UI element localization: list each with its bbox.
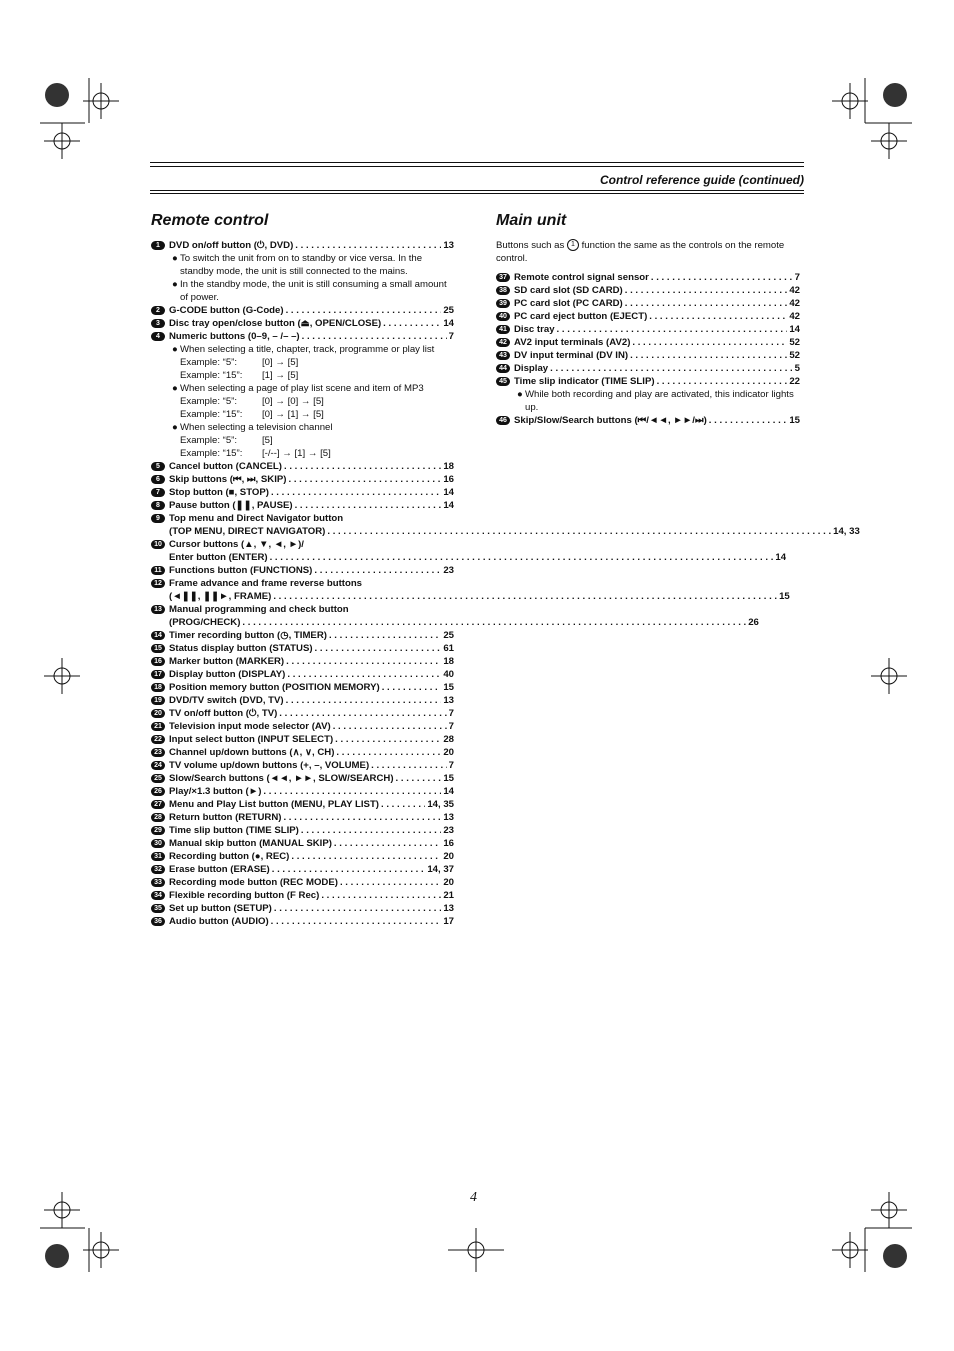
item-label: SD card slot (SD CARD): [514, 285, 623, 296]
list-item: [151, 759, 454, 772]
list-item: [496, 414, 800, 427]
item-page: 15: [443, 773, 454, 784]
item-number: 5: [151, 462, 165, 471]
list-item: [151, 707, 454, 720]
item-label-line: Manual programming and check button: [169, 604, 349, 615]
section-title: Main unit: [496, 212, 567, 229]
item-number: 14: [151, 631, 165, 640]
item-label: Numeric buttons (0–9, – /– –): [169, 331, 300, 342]
example-row: Example: “5”: [0] → [0] → [5]: [180, 396, 324, 407]
item-label: Recording mode button (REC MODE): [169, 877, 338, 888]
item-label: Marker button (MARKER): [169, 656, 285, 667]
item-number: 44: [496, 364, 510, 373]
item-number: 42: [496, 338, 510, 347]
item-page: 14: [443, 786, 454, 797]
item-number: 29: [151, 826, 165, 835]
item-number: 32: [151, 865, 165, 874]
item-number: 4: [151, 332, 165, 341]
header-rule: [150, 166, 804, 167]
note: ● When selecting a title, chapter, track, programme or play list: [172, 344, 435, 355]
item-number: 13: [151, 605, 165, 614]
example-row: Example: “5”: [5]: [180, 435, 273, 446]
list-item: [151, 486, 454, 499]
item-number: 38: [496, 286, 510, 295]
item-page: 20: [443, 851, 454, 862]
list-item: [151, 837, 454, 850]
item-page: 13: [443, 240, 454, 251]
list-item: [496, 271, 800, 284]
item-page: 17: [443, 916, 454, 927]
item-label: Audio button (AUDIO): [169, 916, 269, 927]
item-page: 26: [748, 617, 759, 628]
item-number: 8: [151, 501, 165, 510]
list-item: [151, 512, 860, 538]
section-title: Remote control: [151, 212, 269, 229]
item-number: 3: [151, 319, 165, 328]
item-page: 16: [443, 838, 454, 849]
item-page: 40: [443, 669, 454, 680]
item-number: 31: [151, 852, 165, 861]
item-label: Enter button (ENTER): [169, 552, 268, 563]
item-label-line: Cursor buttons (▲, ▼, ◄, ►)/: [169, 539, 304, 550]
item-page: 20: [443, 747, 454, 758]
item-number: 36: [151, 917, 165, 926]
item-label: Time slip indicator (TIME SLIP): [514, 376, 655, 387]
item-label: Stop button (■, STOP): [169, 487, 269, 498]
item-page: 13: [443, 903, 454, 914]
list-item: [151, 876, 454, 889]
item-number: 37: [496, 273, 510, 282]
item-label: (TOP MENU, DIRECT NAVIGATOR): [169, 526, 326, 537]
item-label: Pause button (❚❚, PAUSE): [169, 500, 293, 511]
item-number: 34: [151, 891, 165, 900]
item-number: 24: [151, 761, 165, 770]
item-label: Play/×1.3 button (►): [169, 786, 262, 797]
item-number: 41: [496, 325, 510, 334]
item-number: 39: [496, 299, 510, 308]
item-label: Slow/Search buttons (◄◄, ►►, SLOW/SEARCH): [169, 773, 394, 784]
list-item: [151, 772, 454, 785]
list-item: [151, 915, 454, 928]
note: ● To switch the unit from on to standby or vice versa. In the standby mode, the unit is still connected to the mains.: [172, 253, 423, 277]
item-label: Time slip button (TIME SLIP): [169, 825, 299, 836]
item-page: 14: [775, 552, 787, 563]
item-number: 2: [151, 306, 165, 315]
item-page: 7: [448, 721, 454, 732]
item-label: Display button (DISPLAY): [169, 669, 286, 680]
header-rule: [150, 193, 804, 194]
item-page: 18: [443, 656, 454, 667]
item-label: DVD/TV switch (DVD, TV): [169, 695, 284, 706]
list-item: [496, 323, 800, 336]
example-row: Example: “15”: [1] → [5]: [180, 370, 299, 381]
item-page: 13: [443, 812, 454, 823]
list-item: [496, 362, 800, 375]
item-page: 14, 35: [427, 799, 454, 810]
item-label: Timer recording button (◷, TIMER): [169, 630, 327, 641]
item-label: TV volume up/down buttons (+, –, VOLUME): [169, 760, 370, 771]
item-page: 13: [443, 695, 454, 706]
list-item: [151, 889, 454, 902]
item-label: Flexible recording button (F Rec): [169, 890, 320, 901]
item-page: 42: [789, 298, 800, 309]
list-item: [151, 629, 454, 642]
item-number: 7: [151, 488, 165, 497]
item-number: 35: [151, 904, 165, 913]
item-page: 7: [794, 272, 800, 283]
note: ● When selecting a television channel: [172, 422, 333, 433]
item-number: 26: [151, 787, 165, 796]
list-item: [496, 349, 800, 362]
item-page: 7: [448, 708, 454, 719]
item-label: TV on/off button (⏻, TV): [169, 708, 278, 719]
list-item: [151, 460, 454, 473]
item-number: 9: [151, 514, 165, 523]
note: ● When selecting a page of play list scene and item of MP3: [172, 383, 424, 394]
item-number: 45: [496, 377, 510, 386]
main-unit-column: [496, 212, 800, 427]
item-page: 52: [789, 337, 800, 348]
item-number: 46: [496, 416, 510, 425]
item-number: 25: [151, 774, 165, 783]
item-page: 14: [443, 318, 454, 329]
item-page: 14, 37: [427, 864, 454, 875]
item-number: 40: [496, 312, 510, 321]
list-item: [151, 668, 454, 681]
item-number: 23: [151, 748, 165, 757]
item-label: Cancel button (CANCEL): [169, 461, 282, 472]
item-label-line: Frame advance and frame reverse buttons: [169, 578, 363, 589]
item-number: 16: [151, 657, 165, 666]
list-item: [151, 798, 454, 811]
item-number: 21: [151, 722, 165, 731]
item-page: 42: [789, 311, 800, 322]
list-item: [496, 336, 800, 349]
list-item: [496, 375, 800, 388]
list-item: [496, 310, 800, 323]
list-item: [151, 603, 759, 629]
list-item: [151, 824, 454, 837]
item-number: 17: [151, 670, 165, 679]
list-item: [151, 304, 454, 317]
list-item: [151, 473, 454, 486]
list-item: [151, 239, 454, 252]
item-number: 12: [151, 579, 165, 588]
main-unit-list: [496, 271, 800, 427]
list-item: [151, 317, 454, 330]
item-label: Menu and Play List button (MENU, PLAY LIST): [169, 799, 380, 810]
item-label: Set up button (SETUP): [169, 903, 272, 914]
list-item: [151, 746, 454, 759]
item-page: 25: [443, 305, 454, 316]
item-page: 23: [443, 565, 454, 576]
item-label: G-CODE button (G-Code): [169, 305, 284, 316]
item-number: 1: [151, 241, 165, 250]
item-label: Return button (RETURN): [169, 812, 282, 823]
list-item: [151, 785, 454, 798]
item-page: 20: [443, 877, 454, 888]
item-label: (◄❚❚, ❚❚►, FRAME): [169, 591, 272, 602]
item-label: Skip buttons (⏮, ⏭, SKIP): [169, 474, 287, 485]
item-number: 33: [151, 878, 165, 887]
item-label: Channel up/down buttons (∧, ∨, CH): [169, 747, 335, 758]
item-page: 16: [443, 474, 454, 485]
item-page: 22: [789, 376, 800, 387]
item-page: 52: [789, 350, 800, 361]
note: ● While both recording and play are activated, this indicator lights up.: [517, 389, 794, 413]
list-item: [496, 297, 800, 310]
item-label: DV input terminal (DV IN): [514, 350, 629, 361]
item-page: 14: [443, 500, 454, 511]
example-row: Example: “15”: [-/--] → [1] → [5]: [180, 448, 331, 459]
item-page: 7: [448, 331, 454, 342]
item-page: 15: [443, 682, 454, 693]
list-item: [151, 863, 454, 876]
list-item: [151, 681, 454, 694]
item-number: 15: [151, 644, 165, 653]
item-number: 20: [151, 709, 165, 718]
item-number: 27: [151, 800, 165, 809]
item-page: 61: [443, 643, 454, 654]
item-page: 14, 33: [833, 526, 860, 537]
item-number: 22: [151, 735, 165, 744]
item-number: 11: [151, 566, 165, 575]
item-label: Functions button (FUNCTIONS): [169, 565, 313, 576]
list-item: [151, 694, 454, 707]
item-page: 18: [443, 461, 454, 472]
item-page: 15: [789, 415, 800, 426]
item-page: 21: [443, 890, 454, 901]
item-page: 15: [779, 591, 790, 602]
item-label: Remote control signal sensor: [514, 272, 649, 283]
main-unit-intro: Buttons such as 1 function the same as the controls on the remote control.: [496, 240, 785, 264]
item-label: Skip/Slow/Search buttons (⏮/◄◄, ►►/⏭): [514, 415, 707, 426]
list-item: [151, 850, 454, 863]
note: ● In the standby mode, the unit is still consuming a small amount of power.: [172, 279, 447, 303]
list-item: [151, 499, 454, 512]
list-item: [496, 284, 800, 297]
list-item: [151, 655, 454, 668]
page-number: 4: [470, 1190, 477, 1205]
item-number: 18: [151, 683, 165, 692]
item-page: 5: [794, 363, 800, 374]
item-number: 30: [151, 839, 165, 848]
item-label: Status display button (STATUS): [169, 643, 313, 654]
item-number: 19: [151, 696, 165, 705]
list-item: [151, 811, 454, 824]
item-label: Input select button (INPUT SELECT): [169, 734, 334, 745]
item-label: Disc tray open/close button (⏏, OPEN/CLOSE): [169, 318, 382, 329]
list-item: [151, 564, 454, 577]
header-rule: [150, 162, 804, 163]
item-label-line: Top menu and Direct Navigator button: [169, 513, 344, 524]
item-page: 42: [789, 285, 800, 296]
item-page: 7: [448, 760, 454, 771]
item-label: PC card slot (PC CARD): [514, 298, 623, 309]
item-label: Position memory button (POSITION MEMORY): [169, 682, 380, 693]
item-label: Erase button (ERASE): [169, 864, 270, 875]
item-label: (PROG/CHECK): [169, 617, 241, 628]
list-item: [151, 733, 454, 746]
item-label: Manual skip button (MANUAL SKIP): [169, 838, 332, 849]
list-item: [151, 720, 454, 733]
item-number: 6: [151, 475, 165, 484]
list-item: [151, 577, 790, 603]
item-label: PC card eject button (EJECT): [514, 311, 648, 322]
item-label: Recording button (●, REC): [169, 851, 290, 862]
example-row: Example: “15”: [0] → [1] → [5]: [180, 409, 324, 420]
circled-number: 1: [567, 239, 579, 251]
item-label: Television input mode selector (AV): [169, 721, 331, 732]
list-item: [151, 642, 454, 655]
item-number: 28: [151, 813, 165, 822]
item-label: AV2 input terminals (AV2): [514, 337, 631, 348]
item-page: 25: [443, 630, 454, 641]
header-rule: [150, 190, 804, 191]
item-page: 14: [443, 487, 454, 498]
item-label: DVD on/off button (⏻, DVD): [169, 240, 294, 251]
example-row: Example: “5”: [0] → [5]: [180, 357, 299, 368]
header-title: Control reference guide (continued): [599, 173, 804, 187]
item-page: 28: [443, 734, 454, 745]
item-label: Disc tray: [514, 324, 555, 335]
list-item: [151, 330, 454, 343]
item-number: 10: [151, 540, 165, 549]
list-item: [151, 902, 454, 915]
item-page: 23: [443, 825, 454, 836]
item-number: 43: [496, 351, 510, 360]
item-page: 14: [789, 324, 800, 335]
list-item: [151, 538, 787, 564]
item-label: Display: [514, 363, 549, 374]
